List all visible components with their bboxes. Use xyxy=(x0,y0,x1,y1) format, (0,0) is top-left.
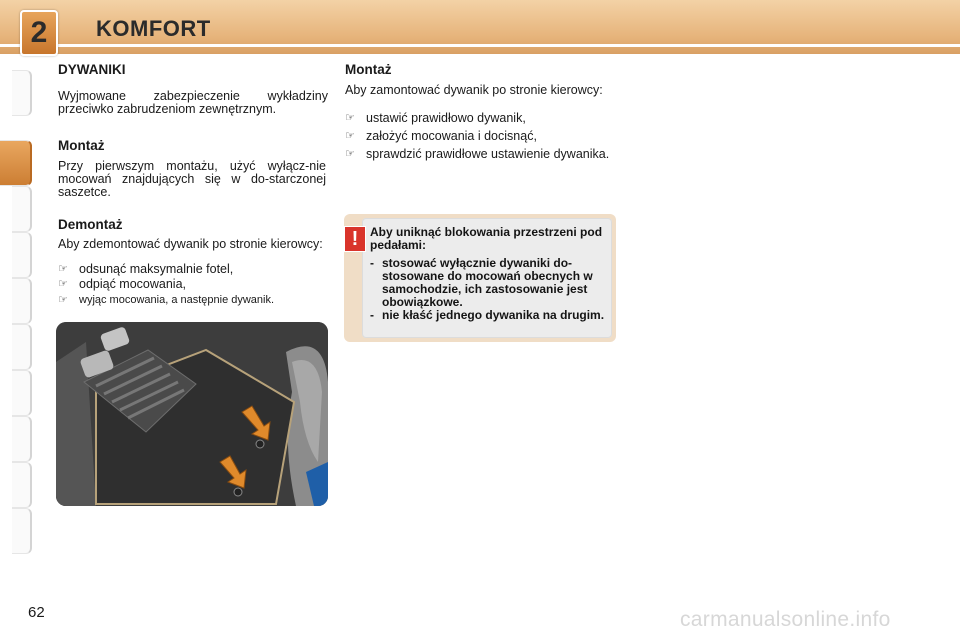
mount-step xyxy=(345,112,617,125)
chapter-tab-6[interactable] xyxy=(12,324,32,370)
removal-step-text: odsunąć maksymalnie fotel, xyxy=(79,262,234,276)
warning-exclamation-icon: ! xyxy=(344,226,366,252)
mount-heading-left: Montaż xyxy=(58,138,105,153)
chapter-tab-8[interactable] xyxy=(12,416,32,462)
chapter-tab-7[interactable] xyxy=(12,370,32,416)
chapter-tab-4[interactable] xyxy=(12,232,32,278)
chapter-tab-1[interactable] xyxy=(12,70,32,116)
warning-item-text: nie kłaść jednego dywanika na drugim. xyxy=(382,308,605,322)
intro-text: Wyjmowane zabezpieczenie wykładziny przeciwko zabrudzeniom zewnętrznym. xyxy=(58,89,328,116)
removal-text: Aby zdemontować dywanik po stronie kierowcy: xyxy=(58,237,323,251)
pointing-hand-icon: ☞ xyxy=(345,112,355,124)
removal-heading: Demontaż xyxy=(58,217,123,232)
floor-mat-illustration xyxy=(56,322,328,506)
section-title: DYWANIKI xyxy=(58,62,126,77)
removal-step xyxy=(58,294,332,307)
warning-item xyxy=(370,257,610,309)
mount-step xyxy=(345,148,617,161)
chapter-tab-9[interactable] xyxy=(12,462,32,508)
chapter-tab-2-active[interactable] xyxy=(0,140,32,186)
pointing-hand-icon: ☞ xyxy=(58,294,68,306)
header-divider xyxy=(0,44,960,47)
floor-mat-photo xyxy=(56,322,328,506)
mount-heading-right: Montaż xyxy=(345,62,392,77)
mount-step-text: założyć mocowania i docisnąć, xyxy=(366,129,537,143)
pointing-hand-icon: ☞ xyxy=(58,263,68,275)
mount-step-text: sprawdzić prawidłowe ustawienie dywanika. xyxy=(366,147,610,161)
pointing-hand-icon: ☞ xyxy=(345,148,355,160)
chapter-tab-3[interactable] xyxy=(12,186,32,232)
pointing-hand-icon: ☞ xyxy=(345,130,355,142)
chapter-number-badge: 2 xyxy=(20,10,58,56)
warning-item-text: stosować wyłącznie dywaniki do-stosowane do mocowań obecnych w samochodzie, ich zastosowanie jest obowiązkowe. xyxy=(382,256,593,309)
chapter-tab-10[interactable] xyxy=(12,508,32,554)
chapter-tabs xyxy=(0,70,34,580)
warning-dash: - xyxy=(370,308,374,322)
page-number: 62 xyxy=(28,604,45,621)
pointing-hand-icon: ☞ xyxy=(58,278,68,290)
removal-step xyxy=(58,263,328,276)
mount-text-right: Aby zamontować dywanik po stronie kierowcy: xyxy=(345,83,603,97)
mount-text-left: Przy pierwszym montażu, użyć wyłącz-nie mocowań znajdujących się w do-starczonej saszetce. xyxy=(58,159,326,199)
chapter-title: KOMFORT xyxy=(96,16,211,41)
warning-item xyxy=(370,309,610,322)
warning-dash: - xyxy=(370,256,374,270)
chapter-tab-5[interactable] xyxy=(12,278,32,324)
watermark[interactable]: carmanualsonline.info xyxy=(680,608,891,631)
warning-title: Aby uniknąć blokowania przestrzeni pod pedałami: xyxy=(370,225,603,252)
mount-step xyxy=(345,130,617,143)
removal-step-text: odpiąć mocowania, xyxy=(79,277,187,291)
mount-step-text: ustawić prawidłowo dywanik, xyxy=(366,111,526,125)
removal-step xyxy=(58,278,328,291)
removal-step-text: wyjąc mocowania, a następnie dywanik. xyxy=(79,294,275,306)
